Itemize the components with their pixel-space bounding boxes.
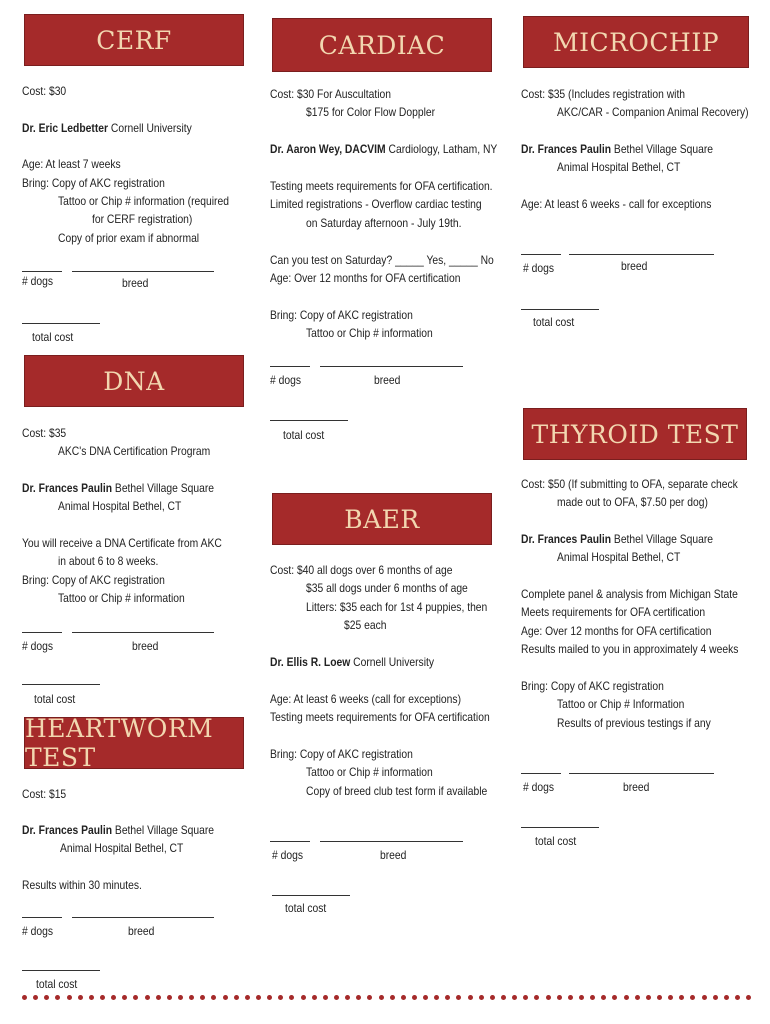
baer-note: Testing meets requirements for OFA certification: [270, 710, 490, 724]
dna-note-1: You will receive a DNA Certificate from AKC: [22, 536, 222, 550]
cerf-dogs-label: # dogs: [22, 274, 53, 288]
dna-doctor-place-1: Bethel Village Square: [114, 481, 215, 495]
footer-dot: [55, 995, 60, 1000]
microchip-total-label: total cost: [533, 315, 575, 329]
footer-dot: [111, 995, 116, 1000]
microchip-breed-line[interactable]: [569, 254, 714, 255]
cardiac-saturday[interactable]: Can you test on Saturday? _____ Yes, _____ No: [270, 253, 494, 267]
cardiac-dogs-label: # dogs: [270, 373, 301, 387]
footer-dot: [579, 995, 584, 1000]
baer-dogs-label: # dogs: [272, 848, 303, 862]
footer-dot: [412, 995, 417, 1000]
cardiac-doctor: Dr. Aaron Wey, DACVIM: [270, 142, 386, 156]
microchip-age: Age: At least 6 weeks - call for exceptions: [521, 197, 712, 211]
footer-dotted-border: [22, 991, 752, 1003]
cardiac-title: CARDIAC: [318, 30, 446, 60]
cardiac-banner: [272, 18, 492, 72]
microchip-dogs-line[interactable]: [521, 254, 561, 255]
baer-total-line[interactable]: [272, 895, 350, 896]
dna-dogs-label: # dogs: [22, 639, 53, 653]
microchip-cost-2: AKC/CAR - Companion Animal Recovery): [557, 105, 749, 119]
thyroid-bring-1: Bring: Copy of AKC registration: [521, 679, 664, 693]
cerf-doctor: Dr. Eric Ledbetter: [22, 121, 109, 135]
footer-dot: [534, 995, 539, 1000]
footer-dot: [356, 995, 361, 1000]
cerf-breed-label: breed: [122, 276, 149, 290]
footer-dot: [189, 995, 194, 1000]
cerf-dogs-line[interactable]: [22, 271, 62, 272]
footer-dot: [145, 995, 150, 1000]
baer-doctor: Dr. Ellis R. Loew: [270, 655, 351, 669]
footer-dot: [278, 995, 283, 1000]
cerf-bring-3: for CERF registration): [92, 212, 193, 226]
cardiac-doctor-line: [270, 142, 497, 156]
heartworm-doctor-place-2: Animal Hospital Bethel, CT: [60, 841, 184, 855]
footer-dot: [713, 995, 718, 1000]
footer-dot: [746, 995, 751, 1000]
cerf-doctor-line: [22, 121, 192, 135]
microchip-banner: [523, 16, 749, 68]
cerf-total-line[interactable]: [22, 323, 100, 324]
thyroid-total-label: total cost: [535, 834, 577, 848]
baer-bring-1: Bring: Copy of AKC registration: [270, 747, 413, 761]
footer-dot: [312, 995, 317, 1000]
baer-bring-3: Copy of breed club test form if available: [306, 784, 488, 798]
footer-dot: [401, 995, 406, 1000]
thyroid-total-line[interactable]: [521, 827, 599, 828]
dna-breed-label: breed: [132, 639, 159, 653]
footer-dot: [345, 995, 350, 1000]
footer-dot: [267, 995, 272, 1000]
footer-dot: [735, 995, 740, 1000]
baer-breed-label: breed: [380, 848, 407, 862]
baer-total-label: total cost: [285, 901, 327, 915]
footer-dot: [512, 995, 517, 1000]
heartworm-total-label: total cost: [36, 977, 78, 991]
footer-dot: [612, 995, 617, 1000]
dna-title: DNA: [103, 366, 165, 396]
thyroid-dogs-line[interactable]: [521, 773, 561, 774]
dna-breed-line[interactable]: [72, 632, 214, 633]
baer-bring-2: Tattoo or Chip # information: [306, 765, 433, 779]
cardiac-doctor-place: Cardiology, Latham, NY: [388, 142, 498, 156]
footer-dot: [546, 995, 551, 1000]
dna-cost: Cost: $35: [22, 426, 67, 440]
microchip-total-line[interactable]: [521, 309, 599, 310]
heartworm-results: Results within 30 minutes.: [22, 878, 142, 892]
cerf-doctor-place: Cornell University: [110, 121, 192, 135]
heartworm-dogs-label: # dogs: [22, 924, 53, 938]
heartworm-doctor-line: [22, 823, 214, 837]
footer-dot: [490, 995, 495, 1000]
thyroid-note-1: Complete panel & analysis from Michigan State: [521, 587, 738, 601]
dna-doctor: Dr. Frances Paulin: [22, 481, 113, 495]
footer-dot: [501, 995, 506, 1000]
baer-cost-2: $35 all dogs under 6 months of age: [306, 581, 468, 595]
baer-age: Age: At least 6 weeks (call for exceptions): [270, 692, 462, 706]
footer-dot: [200, 995, 205, 1000]
footer-dot: [390, 995, 395, 1000]
heartworm-breed-label: breed: [128, 924, 155, 938]
microchip-breed-label: breed: [621, 259, 648, 273]
thyroid-note-2: Meets requirements for OFA certification: [521, 605, 706, 619]
heartworm-breed-line[interactable]: [72, 917, 214, 918]
microchip-title: MICROCHIP: [552, 27, 720, 57]
thyroid-title: THYROID TEST: [531, 419, 739, 449]
footer-dot: [601, 995, 606, 1000]
baer-cost-4: $25 each: [344, 618, 387, 632]
footer-dot: [479, 995, 484, 1000]
dna-bring-1: Bring: Copy of AKC registration: [22, 573, 165, 587]
footer-dot: [557, 995, 562, 1000]
dna-total-label: total cost: [34, 692, 76, 706]
thyroid-cost-2: made out to OFA, $7.50 per dog): [557, 495, 708, 509]
cerf-total-label: total cost: [32, 330, 74, 344]
footer-dot: [590, 995, 595, 1000]
footer-dot: [423, 995, 428, 1000]
heartworm-title: HEARTWORM TEST: [25, 714, 214, 772]
dna-doctor-line: [22, 481, 214, 495]
footer-dot: [22, 995, 27, 1000]
microchip-doctor-line: [521, 142, 713, 156]
baer-breed-line[interactable]: [320, 841, 463, 842]
cardiac-total-label: total cost: [283, 428, 325, 442]
cerf-bring-4: Copy of prior exam if abnormal: [58, 231, 200, 245]
baer-doctor-place: Cornell University: [353, 655, 435, 669]
dna-total-line[interactable]: [22, 684, 100, 685]
cardiac-note-3: on Saturday afternoon - July 19th.: [306, 216, 462, 230]
footer-dot: [657, 995, 662, 1000]
footer-dot: [624, 995, 629, 1000]
cardiac-total-line[interactable]: [270, 420, 348, 421]
cerf-banner: [24, 14, 244, 66]
footer-dot: [223, 995, 228, 1000]
dna-banner: [24, 355, 244, 407]
footer-dot: [456, 995, 461, 1000]
cardiac-age: Age: Over 12 months for OFA certification: [270, 271, 461, 285]
footer-dot: [702, 995, 707, 1000]
cardiac-dogs-line[interactable]: [270, 366, 310, 367]
baer-doctor-line: [270, 655, 434, 669]
footer-dot: [234, 995, 239, 1000]
footer-dot: [635, 995, 640, 1000]
cerf-breed-line[interactable]: [72, 271, 214, 272]
footer-dot: [178, 995, 183, 1000]
footer-dot: [301, 995, 306, 1000]
footer-dot: [367, 995, 372, 1000]
footer-dot: [256, 995, 261, 1000]
thyroid-bring-2: Tattoo or Chip # Information: [557, 697, 685, 711]
footer-dot: [679, 995, 684, 1000]
baer-cost-1: Cost: $40 all dogs over 6 months of age: [270, 563, 453, 577]
footer-dot: [167, 995, 172, 1000]
cardiac-cost-2: $175 for Color Flow Doppler: [306, 105, 436, 119]
heartworm-dogs-line[interactable]: [22, 917, 62, 918]
footer-dot: [78, 995, 83, 1000]
footer-dot: [668, 995, 673, 1000]
microchip-cost-1: Cost: $35 (Includes registration with: [521, 87, 686, 101]
thyroid-doctor-line: [521, 532, 713, 546]
cardiac-bring-1: Bring: Copy of AKC registration: [270, 308, 413, 322]
cerf-bring-2: Tattoo or Chip # information (required: [58, 194, 229, 208]
footer-dot: [523, 995, 528, 1000]
footer-dot: [468, 995, 473, 1000]
footer-dot: [133, 995, 138, 1000]
footer-dot: [156, 995, 161, 1000]
baer-cost-3: Litters: $35 each for 1st 4 puppies, then: [306, 600, 488, 614]
microchip-doctor-place-2: Animal Hospital Bethel, CT: [557, 160, 681, 174]
cardiac-breed-label: breed: [374, 373, 401, 387]
thyroid-breed-label: breed: [623, 780, 650, 794]
footer-dot: [211, 995, 216, 1000]
footer-dot: [434, 995, 439, 1000]
cardiac-note-2: Limited registrations - Overflow cardiac testing: [270, 197, 482, 211]
footer-dot: [334, 995, 339, 1000]
thyroid-banner: [523, 408, 747, 460]
thyroid-dogs-label: # dogs: [523, 780, 554, 794]
baer-title: BAER: [344, 504, 420, 534]
dna-bring-2: Tattoo or Chip # information: [58, 591, 185, 605]
footer-dot: [568, 995, 573, 1000]
heartworm-doctor: Dr. Frances Paulin: [22, 823, 113, 837]
cerf-age: Age: At least 7 weeks: [22, 157, 121, 171]
footer-dot: [67, 995, 72, 1000]
footer-dot: [724, 995, 729, 1000]
footer-dot: [89, 995, 94, 1000]
heartworm-cost: Cost: $15: [22, 787, 67, 801]
dna-dogs-line[interactable]: [22, 632, 62, 633]
heartworm-banner: [24, 714, 244, 772]
thyroid-bring-3: Results of previous testings if any: [557, 716, 711, 730]
thyroid-doctor-place-1: Bethel Village Square: [613, 532, 714, 546]
footer-dot: [445, 995, 450, 1000]
thyroid-breed-line[interactable]: [569, 773, 714, 774]
cardiac-breed-line[interactable]: [320, 366, 463, 367]
thyroid-note-3: Age: Over 12 months for OFA certification: [521, 624, 712, 638]
footer-dot: [323, 995, 328, 1000]
footer-dot: [44, 995, 49, 1000]
footer-dot: [289, 995, 294, 1000]
footer-dot: [690, 995, 695, 1000]
baer-dogs-line[interactable]: [270, 841, 310, 842]
footer-dot: [646, 995, 651, 1000]
footer-dot: [122, 995, 127, 1000]
thyroid-doctor-place-2: Animal Hospital Bethel, CT: [557, 550, 681, 564]
cardiac-cost-1: Cost: $30 For Auscultation: [270, 87, 392, 101]
cardiac-note-1: Testing meets requirements for OFA certification.: [270, 179, 493, 193]
microchip-doctor-place-1: Bethel Village Square: [613, 142, 714, 156]
dna-program: AKC's DNA Certification Program: [58, 444, 211, 458]
thyroid-doctor: Dr. Frances Paulin: [521, 532, 612, 546]
microchip-dogs-label: # dogs: [523, 261, 554, 275]
dna-doctor-place-2: Animal Hospital Bethel, CT: [58, 499, 182, 513]
thyroid-cost-1: Cost: $50 (If submitting to OFA, separate check: [521, 477, 738, 491]
footer-dot: [379, 995, 384, 1000]
cardiac-bring-2: Tattoo or Chip # information: [306, 326, 433, 340]
cerf-title: CERF: [96, 25, 172, 55]
heartworm-doctor-place-1: Bethel Village Square: [114, 823, 215, 837]
footer-dot: [33, 995, 38, 1000]
cerf-bring-1: Bring: Copy of AKC registration: [22, 176, 165, 190]
baer-banner: [272, 493, 492, 545]
dna-note-2: in about 6 to 8 weeks.: [58, 554, 159, 568]
cerf-cost: Cost: $30: [22, 84, 67, 98]
footer-dot: [100, 995, 105, 1000]
microchip-doctor: Dr. Frances Paulin: [521, 142, 612, 156]
thyroid-note-4: Results mailed to you in approximately 4 weeks: [521, 642, 739, 656]
footer-dot: [245, 995, 250, 1000]
heartworm-total-line[interactable]: [22, 970, 100, 971]
